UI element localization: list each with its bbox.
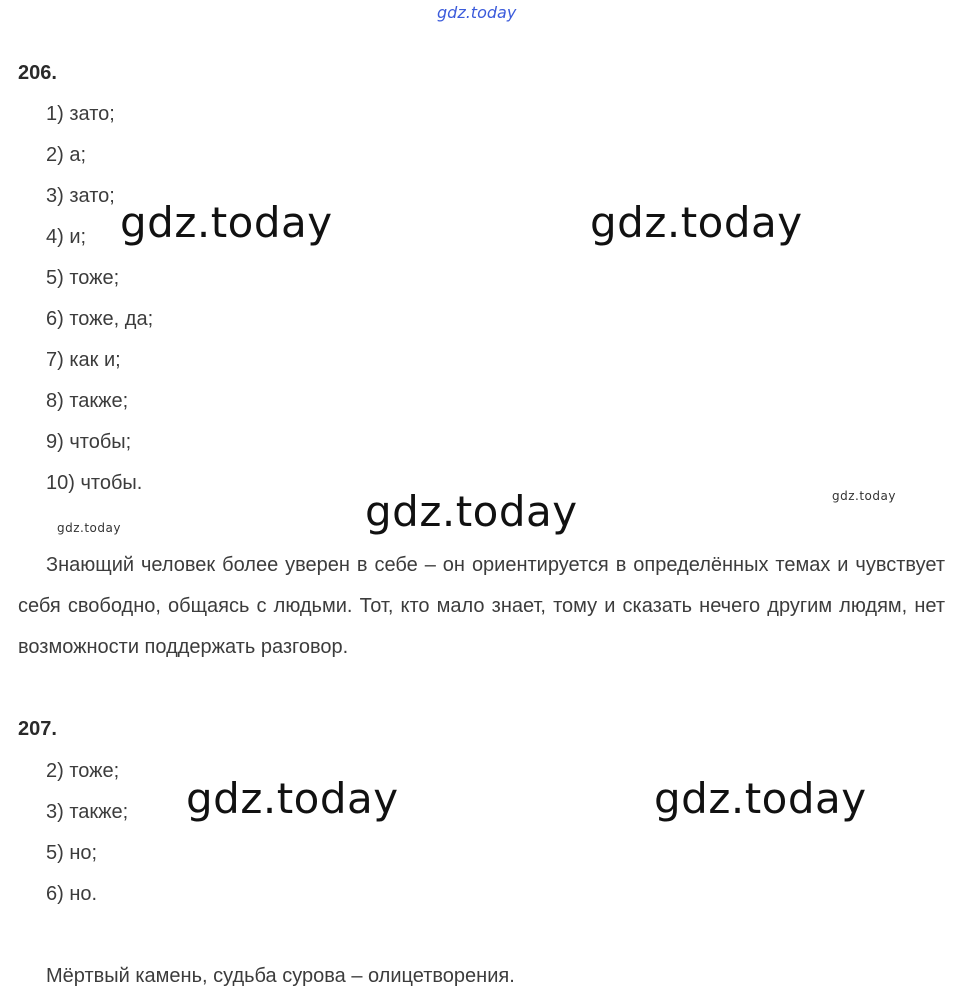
task-206-item-8: 8) также; <box>46 390 129 412</box>
watermark-3: gdz.today <box>365 487 578 536</box>
watermark-2: gdz.today <box>590 198 803 247</box>
task-206-paragraph-text: Знающий человек более уверен в себе – он ориентируется в определённых темах и чувствует себя свободно, общаясь с людьми. Тот, кто мало знает, тому и сказать нечего другим людям, нет возможности поддержать разговор. <box>18 554 945 658</box>
task-206-item-3: 3) зато; <box>46 185 115 207</box>
task-206-paragraph <box>18 545 945 668</box>
task-206-item-6: 6) тоже, да; <box>46 308 154 330</box>
task-206-item-4: 4) и; <box>46 226 87 248</box>
watermark-1: gdz.today <box>120 198 333 247</box>
task-207-item-4: 6) но. <box>46 883 98 905</box>
watermark-small-2: gdz.today <box>832 489 896 503</box>
task-206-item-7: 7) как и; <box>46 349 121 371</box>
task-207-item-2: 3) также; <box>46 801 129 823</box>
task-206-item-9: 9) чтобы; <box>46 431 132 453</box>
task-207-item-1: 2) тоже; <box>46 760 120 782</box>
watermark-top: gdz.today <box>437 3 517 22</box>
task-206-item-5: 5) тоже; <box>46 267 120 289</box>
task-207-item-3: 5) но; <box>46 842 98 864</box>
watermark-5: gdz.today <box>654 774 867 823</box>
task-207-paragraph-text: Мёртвый камень, судьба сурова – олицетворения. <box>46 965 515 987</box>
task-207-number: 207. <box>18 718 57 740</box>
watermark-4: gdz.today <box>186 774 399 823</box>
task-206-number: 206. <box>18 62 57 84</box>
task-206-item-2: 2) а; <box>46 144 87 166</box>
watermark-small-1: gdz.today <box>57 521 121 535</box>
task-206-item-1: 1) зато; <box>46 103 115 125</box>
task-206-item-10: 10) чтобы. <box>46 472 143 494</box>
task-207-paragraph <box>18 956 945 997</box>
